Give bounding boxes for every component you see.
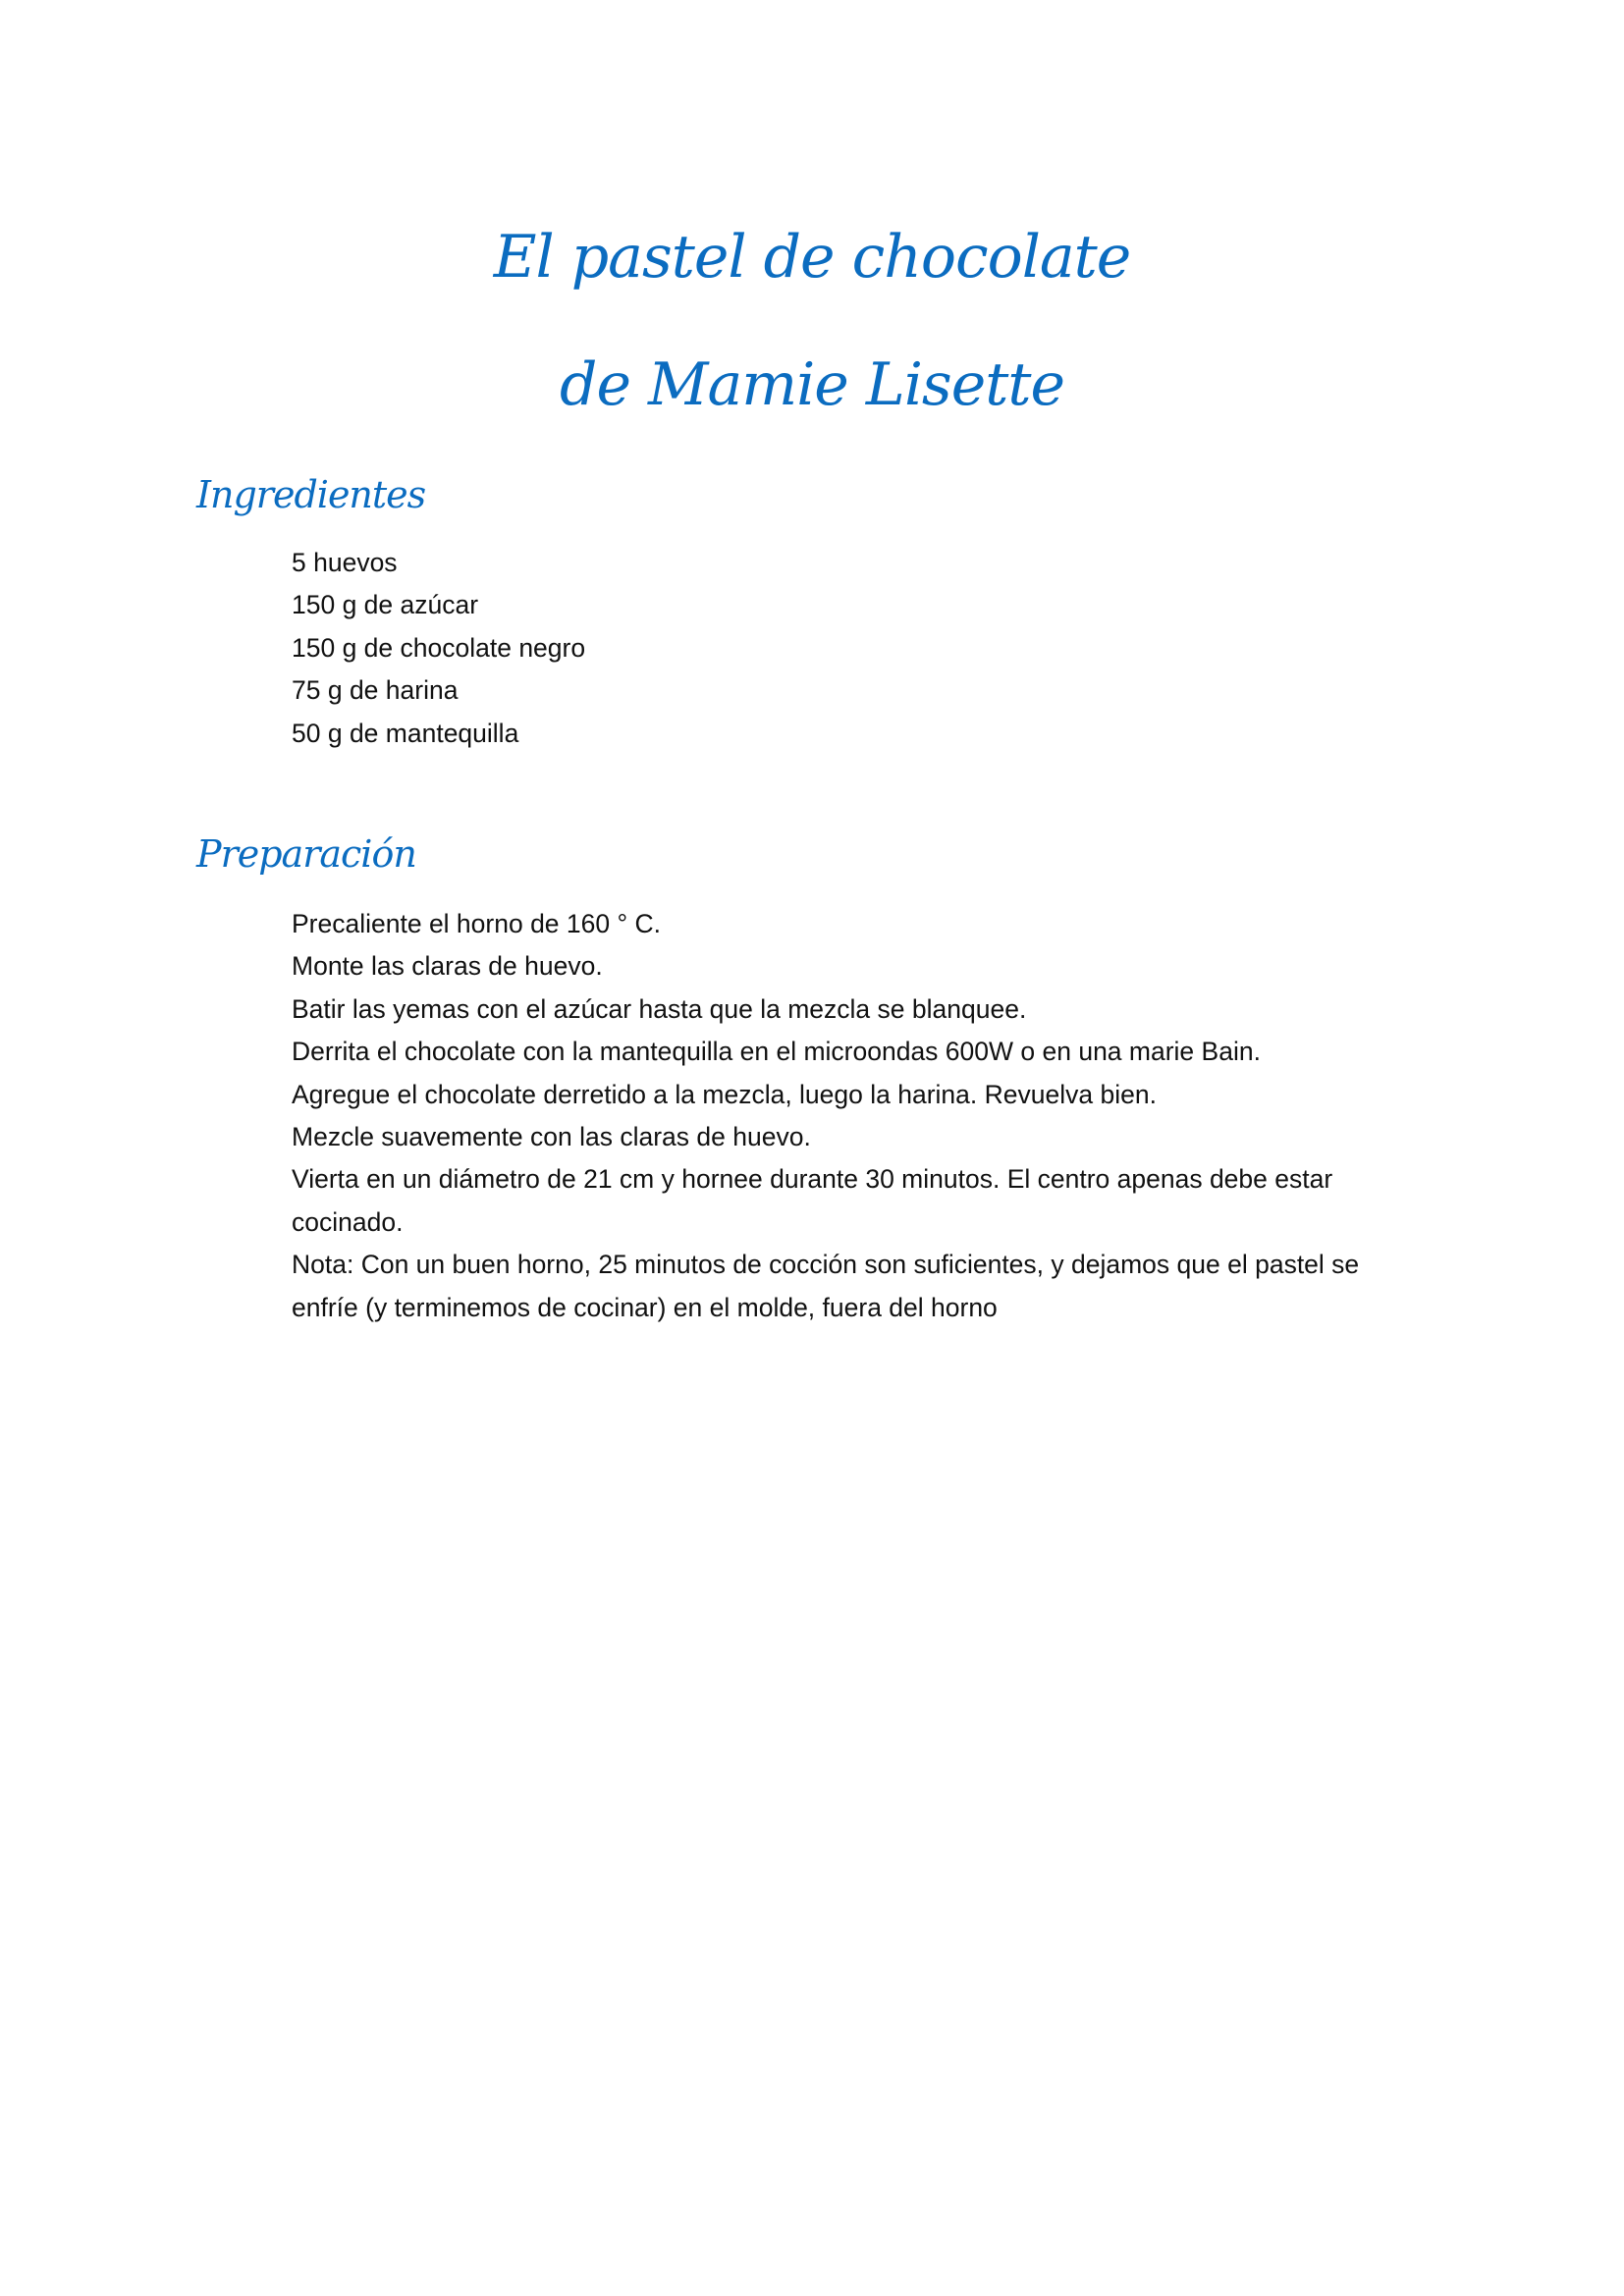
ingredient-item: 5 huevos [292, 548, 398, 577]
ingredient-item: 75 g de harina [292, 675, 459, 706]
ingredients-heading: Ingredientes [196, 473, 426, 516]
preparation-steps-list [292, 903, 1431, 1329]
preparation-step: Vierta en un diámetro de 21 cm y hornee durante 30 minutos. El centro apenas debe estar cocinado. [292, 1164, 1333, 1237]
preparation-heading: Preparación [196, 832, 416, 876]
ingredient-item: 150 g de azúcar [292, 590, 479, 620]
ingredient-item: 50 g de mantequilla [292, 718, 519, 748]
preparation-step: Mezcle suavemente con las claras de huevo. [292, 1122, 811, 1152]
document-title-line-2: de Mamie Lisette [560, 350, 1064, 419]
ingredient-item: 150 g de chocolate negro [292, 632, 586, 663]
preparation-step: Precaliente el horno de 160 ° C. [292, 909, 661, 938]
preparation-step: Monte las claras de huevo. [292, 951, 603, 982]
preparation-step: Derrita el chocolate con la mantequilla en el microondas 600W o en una marie Bain. [292, 1037, 1261, 1067]
preparation-step: Agregue el chocolate derretido a la mezcla, luego la harina. Revuelva bien. [292, 1079, 1157, 1109]
ingredients-list [292, 542, 1431, 755]
preparation-step: Batir las yemas con el azúcar hasta que la mezcla se blanquee. [292, 993, 1027, 1024]
document-title-line-1: El pastel de chocolate [493, 223, 1131, 292]
preparation-step: Nota: Con un buen horno, 25 minutos de cocción son suficientes, y dejamos que el pastel se enfríe (y terminemos de cocinar) en el molde, fuera del horno [292, 1250, 1360, 1322]
